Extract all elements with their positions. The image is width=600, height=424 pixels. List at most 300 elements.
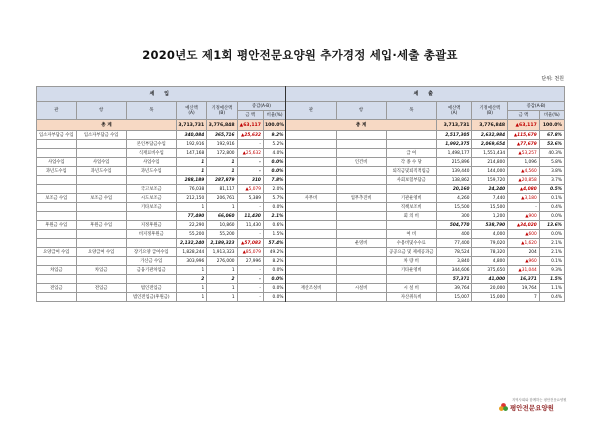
expense-prev-cell: 41,000 (472, 275, 508, 284)
col-amount: 금 액 (508, 111, 540, 120)
expense-total-label: 총 계 (286, 120, 436, 131)
expense-mok-cell: 각 종 수 당 (386, 158, 436, 167)
income-budget-cell: 288,189 (176, 176, 206, 185)
income-ratio-cell: 0.0% (263, 158, 285, 167)
expense-hang-cell (336, 131, 386, 140)
expense-prev-cell: 7,440 (472, 194, 508, 203)
expense-change-cell: ▲4,080 (508, 185, 540, 194)
income-gwan-cell (37, 203, 77, 212)
expense-gwan-cell (286, 158, 336, 167)
income-hang-cell (76, 239, 126, 248)
table-row (37, 275, 565, 284)
expense-budget-cell: 20,160 (436, 185, 472, 194)
income-gwan-cell (37, 275, 77, 284)
footer-logo (498, 397, 568, 417)
expense-gwan-cell (286, 266, 336, 275)
income-prev-cell: 1 (207, 203, 237, 212)
income-hang-cell (76, 140, 126, 149)
income-hang-cell: 차입금 (76, 266, 126, 275)
income-gwan-cell: 전입금 (37, 284, 77, 293)
col-mok: 목 (386, 102, 436, 120)
income-hang-cell: 후원금 수입 (76, 221, 126, 230)
expense-change-cell: ▲31,044 (508, 266, 540, 275)
expense-gwan-cell (286, 167, 336, 176)
expense-ratio-cell: 3.8% (539, 167, 564, 176)
income-mok-cell: 법인전입금(후원금) (126, 293, 176, 302)
expense-mok-cell (386, 131, 436, 140)
expense-hang-cell (336, 203, 386, 212)
table-row (37, 140, 565, 149)
income-budget-cell: 147,168 (176, 149, 206, 158)
expense-hang-cell (336, 230, 386, 239)
income-hang-cell (76, 257, 126, 266)
income-budget-cell: 2 (176, 275, 206, 284)
table-row (37, 230, 565, 239)
expense-prev-cell: 2,069,654 (472, 140, 508, 149)
income-prev-cell: 287,879 (207, 176, 237, 185)
col-ratio: 비율(%) (539, 111, 564, 120)
expense-budget-cell: 139,440 (436, 167, 472, 176)
income-budget-cell: 77,490 (176, 212, 206, 221)
income-change-cell: - (237, 140, 263, 149)
expense-budget-cell: 300 (436, 212, 472, 221)
income-ratio-cell: 2.1% (263, 212, 285, 221)
expense-ratio-cell: 0.5% (539, 185, 564, 194)
expense-section-header: 세 출 (286, 87, 565, 102)
expense-change-cell: 19,764 (508, 284, 540, 293)
income-prev-cell: 172,800 (207, 149, 237, 158)
expense-prev-cell: 4,000 (472, 230, 508, 239)
income-ratio-cell: 49.2% (263, 248, 285, 257)
expense-gwan-cell (286, 131, 336, 140)
expense-budget-cell: 400 (436, 230, 472, 239)
income-prev-cell: 1,913,323 (207, 248, 237, 257)
income-ratio-cell: 0.0% (263, 275, 285, 284)
income-change-cell: - (237, 275, 263, 284)
income-mok-cell: 식재료비수입 (126, 149, 176, 158)
income-prev-cell: 66,060 (207, 212, 237, 221)
income-change-cell: ▲5,079 (237, 185, 263, 194)
income-ratio-cell: 5.2% (263, 140, 285, 149)
expense-mok-cell: 기타운영비 (386, 266, 436, 275)
col-amount: 금 액 (237, 111, 263, 120)
expense-change-cell: ▲4,560 (508, 167, 540, 176)
expense-mok-cell (386, 185, 436, 194)
income-gwan-cell (37, 230, 77, 239)
income-prev-cell: 81,117 (207, 185, 237, 194)
income-ratio-cell: 0.0% (263, 284, 285, 293)
income-change-cell: - (237, 203, 263, 212)
expense-ratio-cell: 0.0% (539, 212, 564, 221)
income-budget-cell: 22,290 (176, 221, 206, 230)
expense-hang-cell (336, 248, 386, 257)
income-change-cell: 310 (237, 176, 263, 185)
table-row (37, 248, 565, 257)
income-mok-cell: 지정후원금 (126, 221, 176, 230)
expense-prev-cell: 214,800 (472, 158, 508, 167)
expense-hang-cell (336, 176, 386, 185)
income-total-ratio: 100.0% (263, 120, 285, 131)
expense-hang-cell: 업무추진비 (336, 194, 386, 203)
income-total-change: ▲63,117 (237, 120, 263, 131)
income-prev-cell: 1 (207, 158, 237, 167)
income-prev-cell: 10,860 (207, 221, 237, 230)
income-prev-cell: 55,200 (207, 230, 237, 239)
income-hang-cell: 입소자부담금 수입 (76, 131, 126, 140)
income-change-cell: - (237, 266, 263, 275)
income-budget-cell: 303,996 (176, 257, 206, 266)
expense-hang-cell (336, 293, 386, 302)
expense-prev-cell: 2,632,984 (472, 131, 508, 140)
income-prev-cell: 1 (207, 284, 237, 293)
income-hang-cell: 과년도수입 (76, 167, 126, 176)
expense-ratio-cell: 1.5% (539, 275, 564, 284)
expense-prev-cell: 15,500 (472, 203, 508, 212)
expense-budget-cell: 1,498,177 (436, 149, 472, 158)
income-change-cell: ▲57,083 (237, 239, 263, 248)
table-body (37, 131, 565, 302)
expense-budget-cell: 57,371 (436, 275, 472, 284)
income-change-cell: ▲25,632 (237, 149, 263, 158)
expense-mok-cell: 자산취득비 (386, 293, 436, 302)
income-mok-cell: 국고보조금 (126, 185, 176, 194)
expense-change-cell: ▲53,257 (508, 149, 540, 158)
income-gwan-cell: 사업수입 (37, 158, 77, 167)
expense-ratio-cell: 40.3% (539, 149, 564, 158)
income-prev-cell: 276,000 (207, 257, 237, 266)
expense-budget-cell: 4,260 (436, 194, 472, 203)
income-prev-cell: 206,761 (207, 194, 237, 203)
expense-mok-cell (386, 221, 436, 230)
expense-ratio-cell: 67.8% (539, 131, 564, 140)
table-row (37, 167, 565, 176)
col-gwan: 관 (286, 102, 336, 120)
expense-mok-cell: 공공요금 및 제세공과금 (386, 248, 436, 257)
income-change-cell: 11,430 (237, 212, 263, 221)
expense-hang-cell (336, 140, 386, 149)
expense-budget-cell: 215,896 (436, 158, 472, 167)
income-budget-cell: 76,038 (176, 185, 206, 194)
expense-mok-cell: 회 의 비 (386, 212, 436, 221)
page-title: 2020년도 제1회 평안전문요양원 추가경정 세입·세출 총괄표 (142, 48, 458, 62)
income-change-cell: 11,430 (237, 221, 263, 230)
expense-mok-cell: 차 량 비 (386, 257, 436, 266)
table-row (37, 203, 565, 212)
expense-total-change: ▲63,117 (508, 120, 540, 131)
expense-gwan-cell (286, 275, 336, 284)
income-gwan-cell (37, 176, 77, 185)
expense-change-cell: 1,096 (508, 158, 540, 167)
expense-hang-cell (336, 257, 386, 266)
expense-hang-cell (336, 167, 386, 176)
expense-hang-cell (336, 275, 386, 284)
income-change-cell: 5,389 (237, 194, 263, 203)
table-row (37, 158, 565, 167)
income-hang-cell (76, 176, 126, 185)
income-budget-cell: 1 (176, 293, 206, 302)
expense-ratio-cell: 2.1% (539, 248, 564, 257)
income-ratio-cell: 7.8% (263, 176, 285, 185)
income-mok-cell: 법인전입금 (126, 284, 176, 293)
expense-change-cell: ▲34,020 (508, 221, 540, 230)
income-ratio-cell: 8.2% (263, 257, 285, 266)
income-total-budget: 3,713,731 (176, 120, 206, 131)
expense-hang-cell (336, 266, 386, 275)
expense-ratio-cell: 0.4% (539, 203, 564, 212)
expense-change-cell: 204 (508, 248, 540, 257)
income-ratio-cell: 0.0% (263, 266, 285, 275)
income-budget-cell: 2,132,240 (176, 239, 206, 248)
expense-ratio-cell: 0.0% (539, 230, 564, 239)
expense-total-ratio: 100.0% (539, 120, 564, 131)
expense-total-prev: 3,776,848 (472, 120, 508, 131)
expense-change-cell: - (508, 203, 540, 212)
income-prev-cell: 1 (207, 266, 237, 275)
summary-table (36, 86, 565, 302)
expense-gwan-cell (286, 221, 336, 230)
expense-change-cell: 7 (508, 293, 540, 302)
logo-flower-icon (498, 402, 509, 413)
expense-budget-cell: 344,606 (436, 266, 472, 275)
income-budget-cell: 55,200 (176, 230, 206, 239)
income-budget-cell: 1 (176, 203, 206, 212)
expense-mok-cell: 시 설 비 (386, 284, 436, 293)
expense-budget-cell: 3,840 (436, 257, 472, 266)
expense-prev-cell: 144,000 (472, 167, 508, 176)
col-prev: 기정예산액 (B) (207, 102, 237, 120)
expense-prev-cell: 4,800 (472, 257, 508, 266)
expense-ratio-cell: 13.6% (539, 221, 564, 230)
income-budget-cell: 340,084 (176, 131, 206, 140)
expense-prev-cell: 538,790 (472, 221, 508, 230)
expense-gwan-cell (286, 185, 336, 194)
section-header-row (37, 87, 565, 102)
expense-gwan-cell: 재산조성비 (286, 284, 336, 293)
expense-budget-cell: 138,862 (436, 176, 472, 185)
table-row (37, 266, 565, 275)
income-gwan-cell: 후원금 수입 (37, 221, 77, 230)
table-row (37, 176, 565, 185)
expense-change-cell: 16,371 (508, 275, 540, 284)
income-section-header: 세 입 (37, 87, 286, 102)
income-mok-cell: 과년도수입 (126, 167, 176, 176)
income-gwan-cell (37, 149, 77, 158)
summary-table-wrap (36, 86, 565, 302)
income-hang-cell (76, 185, 126, 194)
expense-hang-cell (336, 149, 386, 158)
table-row (37, 194, 565, 203)
col-prev: 기정예산액 (B) (472, 102, 508, 120)
income-ratio-cell: 5.7% (263, 194, 285, 203)
income-change-cell: - (237, 167, 263, 176)
expense-gwan-cell (286, 239, 336, 248)
income-change-cell: ▲85,079 (237, 248, 263, 257)
table-row (37, 212, 565, 221)
expense-prev-cell: 15,000 (472, 293, 508, 302)
expense-prev-cell: 78,320 (472, 248, 508, 257)
expense-budget-cell: 15,500 (436, 203, 472, 212)
income-gwan-cell: 입소자부담금 수입 (37, 131, 77, 140)
income-hang-cell (76, 293, 126, 302)
expense-budget-cell: 78,524 (436, 248, 472, 257)
col-mok: 목 (126, 102, 176, 120)
expense-gwan-cell (286, 293, 336, 302)
income-mok-cell: 장기요양 급여수입 (126, 248, 176, 257)
expense-mok-cell: 사회보험부담금 (386, 176, 436, 185)
income-mok-cell: 기타보조금 (126, 203, 176, 212)
income-ratio-cell: 9.2% (263, 131, 285, 140)
income-budget-cell: 1 (176, 158, 206, 167)
table-row (37, 185, 565, 194)
expense-budget-cell: 2,517,305 (436, 131, 472, 140)
expense-budget-cell: 15,007 (436, 293, 472, 302)
table-row (37, 257, 565, 266)
expense-prev-cell: 375,650 (472, 266, 508, 275)
income-mok-cell: 금융기관차입금 (126, 266, 176, 275)
expense-ratio-cell: 0.1% (539, 257, 564, 266)
expense-hang-cell: 인건비 (336, 158, 386, 167)
expense-ratio-cell: 53.6% (539, 140, 564, 149)
income-budget-cell: 192,916 (176, 140, 206, 149)
expense-change-cell: ▲3,180 (508, 194, 540, 203)
income-mok-cell (126, 176, 176, 185)
income-change-cell: 27,996 (237, 257, 263, 266)
expense-change-cell: ▲960 (508, 257, 540, 266)
income-change-cell: ▲25,632 (237, 131, 263, 140)
col-hang: 항 (76, 102, 126, 120)
income-prev-cell: 1 (207, 293, 237, 302)
expense-prev-cell: 20,000 (472, 284, 508, 293)
col-budget: 예산액 (A) (176, 102, 206, 120)
expense-prev-cell: 24,240 (472, 185, 508, 194)
table-row (37, 293, 565, 302)
expense-change-cell: ▲77,679 (508, 140, 540, 149)
expense-hang-cell (336, 212, 386, 221)
expense-mok-cell: 여 비 (386, 230, 436, 239)
income-gwan-cell (37, 257, 77, 266)
expense-hang-cell (336, 221, 386, 230)
col-budget: 예산액 (A) (436, 102, 472, 120)
expense-change-cell: ▲115,679 (508, 131, 540, 140)
expense-prev-cell: 1,551,434 (472, 149, 508, 158)
income-ratio-cell: 0.0% (263, 167, 285, 176)
expense-change-cell: ▲20,858 (508, 176, 540, 185)
expense-prev-cell: 1,200 (472, 212, 508, 221)
income-hang-cell (76, 212, 126, 221)
logo-name: 평안전문요양원 (510, 404, 554, 412)
expense-ratio-cell: 1.1% (539, 284, 564, 293)
col-gwan: 관 (37, 102, 77, 120)
income-budget-cell: 1,828,244 (176, 248, 206, 257)
expense-change-cell: ▲1,620 (508, 239, 540, 248)
income-hang-cell (76, 203, 126, 212)
income-total-prev: 3,776,848 (207, 120, 237, 131)
income-hang-cell (76, 275, 126, 284)
expense-prev-cell: 79,020 (472, 239, 508, 248)
expense-ratio-cell: 3.7% (539, 176, 564, 185)
income-budget-cell: 1 (176, 284, 206, 293)
expense-budget-cell: 39,764 (436, 284, 472, 293)
income-ratio-cell: 0.0% (263, 203, 285, 212)
expense-hang-cell: 운영비 (336, 239, 386, 248)
expense-mok-cell: 급 여 (386, 149, 436, 158)
expense-gwan-cell (286, 257, 336, 266)
expense-gwan-cell (286, 176, 336, 185)
column-header-row (37, 102, 565, 111)
income-gwan-cell: 보조금 수입 (37, 194, 77, 203)
expense-ratio-cell: 0.4% (539, 293, 564, 302)
income-gwan-cell (37, 212, 77, 221)
income-ratio-cell: 57.4% (263, 239, 285, 248)
income-gwan-cell (37, 185, 77, 194)
income-mok-cell: 사업수입 (126, 158, 176, 167)
income-mok-cell: 본인부담금수입 (126, 140, 176, 149)
income-prev-cell: 2,189,323 (207, 239, 237, 248)
expense-change-cell: ▲900 (508, 212, 540, 221)
income-mok-cell: 시도보조금 (126, 194, 176, 203)
income-change-cell: - (237, 158, 263, 167)
income-hang-cell (76, 230, 126, 239)
income-ratio-cell: 0.6% (263, 221, 285, 230)
expense-gwan-cell (286, 203, 336, 212)
expense-budget-cell: 77,400 (436, 239, 472, 248)
col-change: 증감(A-B) (237, 102, 286, 111)
expense-ratio-cell: 2.1% (539, 239, 564, 248)
income-ratio-cell: 2.0% (263, 185, 285, 194)
income-total-label: 총 계 (37, 120, 177, 131)
income-hang-cell: 보조금 수입 (76, 194, 126, 203)
total-row (37, 120, 565, 131)
income-ratio-cell: 1.5% (263, 230, 285, 239)
income-hang-cell (76, 149, 126, 158)
table-row (37, 239, 565, 248)
expense-prev-cell: 159,720 (472, 176, 508, 185)
income-ratio-cell: 4.0% (263, 149, 285, 158)
expense-ratio-cell: 0.1% (539, 194, 564, 203)
income-ratio-cell: 0.0% (263, 293, 285, 302)
table-row (37, 221, 565, 230)
expense-ratio-cell: 9.3% (539, 266, 564, 275)
table-row (37, 149, 565, 158)
unit-label: 단위: 천원 (541, 76, 564, 82)
income-mok-cell (126, 131, 176, 140)
income-gwan-cell (37, 239, 77, 248)
expense-hang-cell (336, 185, 386, 194)
income-change-cell: - (237, 293, 263, 302)
income-change-cell: - (237, 284, 263, 293)
expense-mok-cell (386, 275, 436, 284)
income-prev-cell: 2 (207, 275, 237, 284)
col-change: 증감(A-B) (508, 102, 565, 111)
income-prev-cell: 1 (207, 167, 237, 176)
income-budget-cell: 1 (176, 266, 206, 275)
income-gwan-cell: 과년도수입 (37, 167, 77, 176)
expense-mok-cell: 수용비및수수료 (386, 239, 436, 248)
income-mok-cell: 비지정후원금 (126, 230, 176, 239)
expense-change-cell: ▲600 (508, 230, 540, 239)
expense-gwan-cell (286, 248, 336, 257)
logo-tagline: 지역사회와 함께하는 평안전문요양원 (512, 398, 567, 402)
table-row (37, 284, 565, 293)
income-gwan-cell: 차입금 (37, 266, 77, 275)
income-prev-cell: 365,716 (207, 131, 237, 140)
expense-gwan-cell (286, 140, 336, 149)
income-budget-cell: 1 (176, 167, 206, 176)
expense-gwan-cell (286, 212, 336, 221)
expense-total-budget: 3,713,731 (436, 120, 472, 131)
income-mok-cell (126, 275, 176, 284)
expense-mok-cell (386, 140, 436, 149)
